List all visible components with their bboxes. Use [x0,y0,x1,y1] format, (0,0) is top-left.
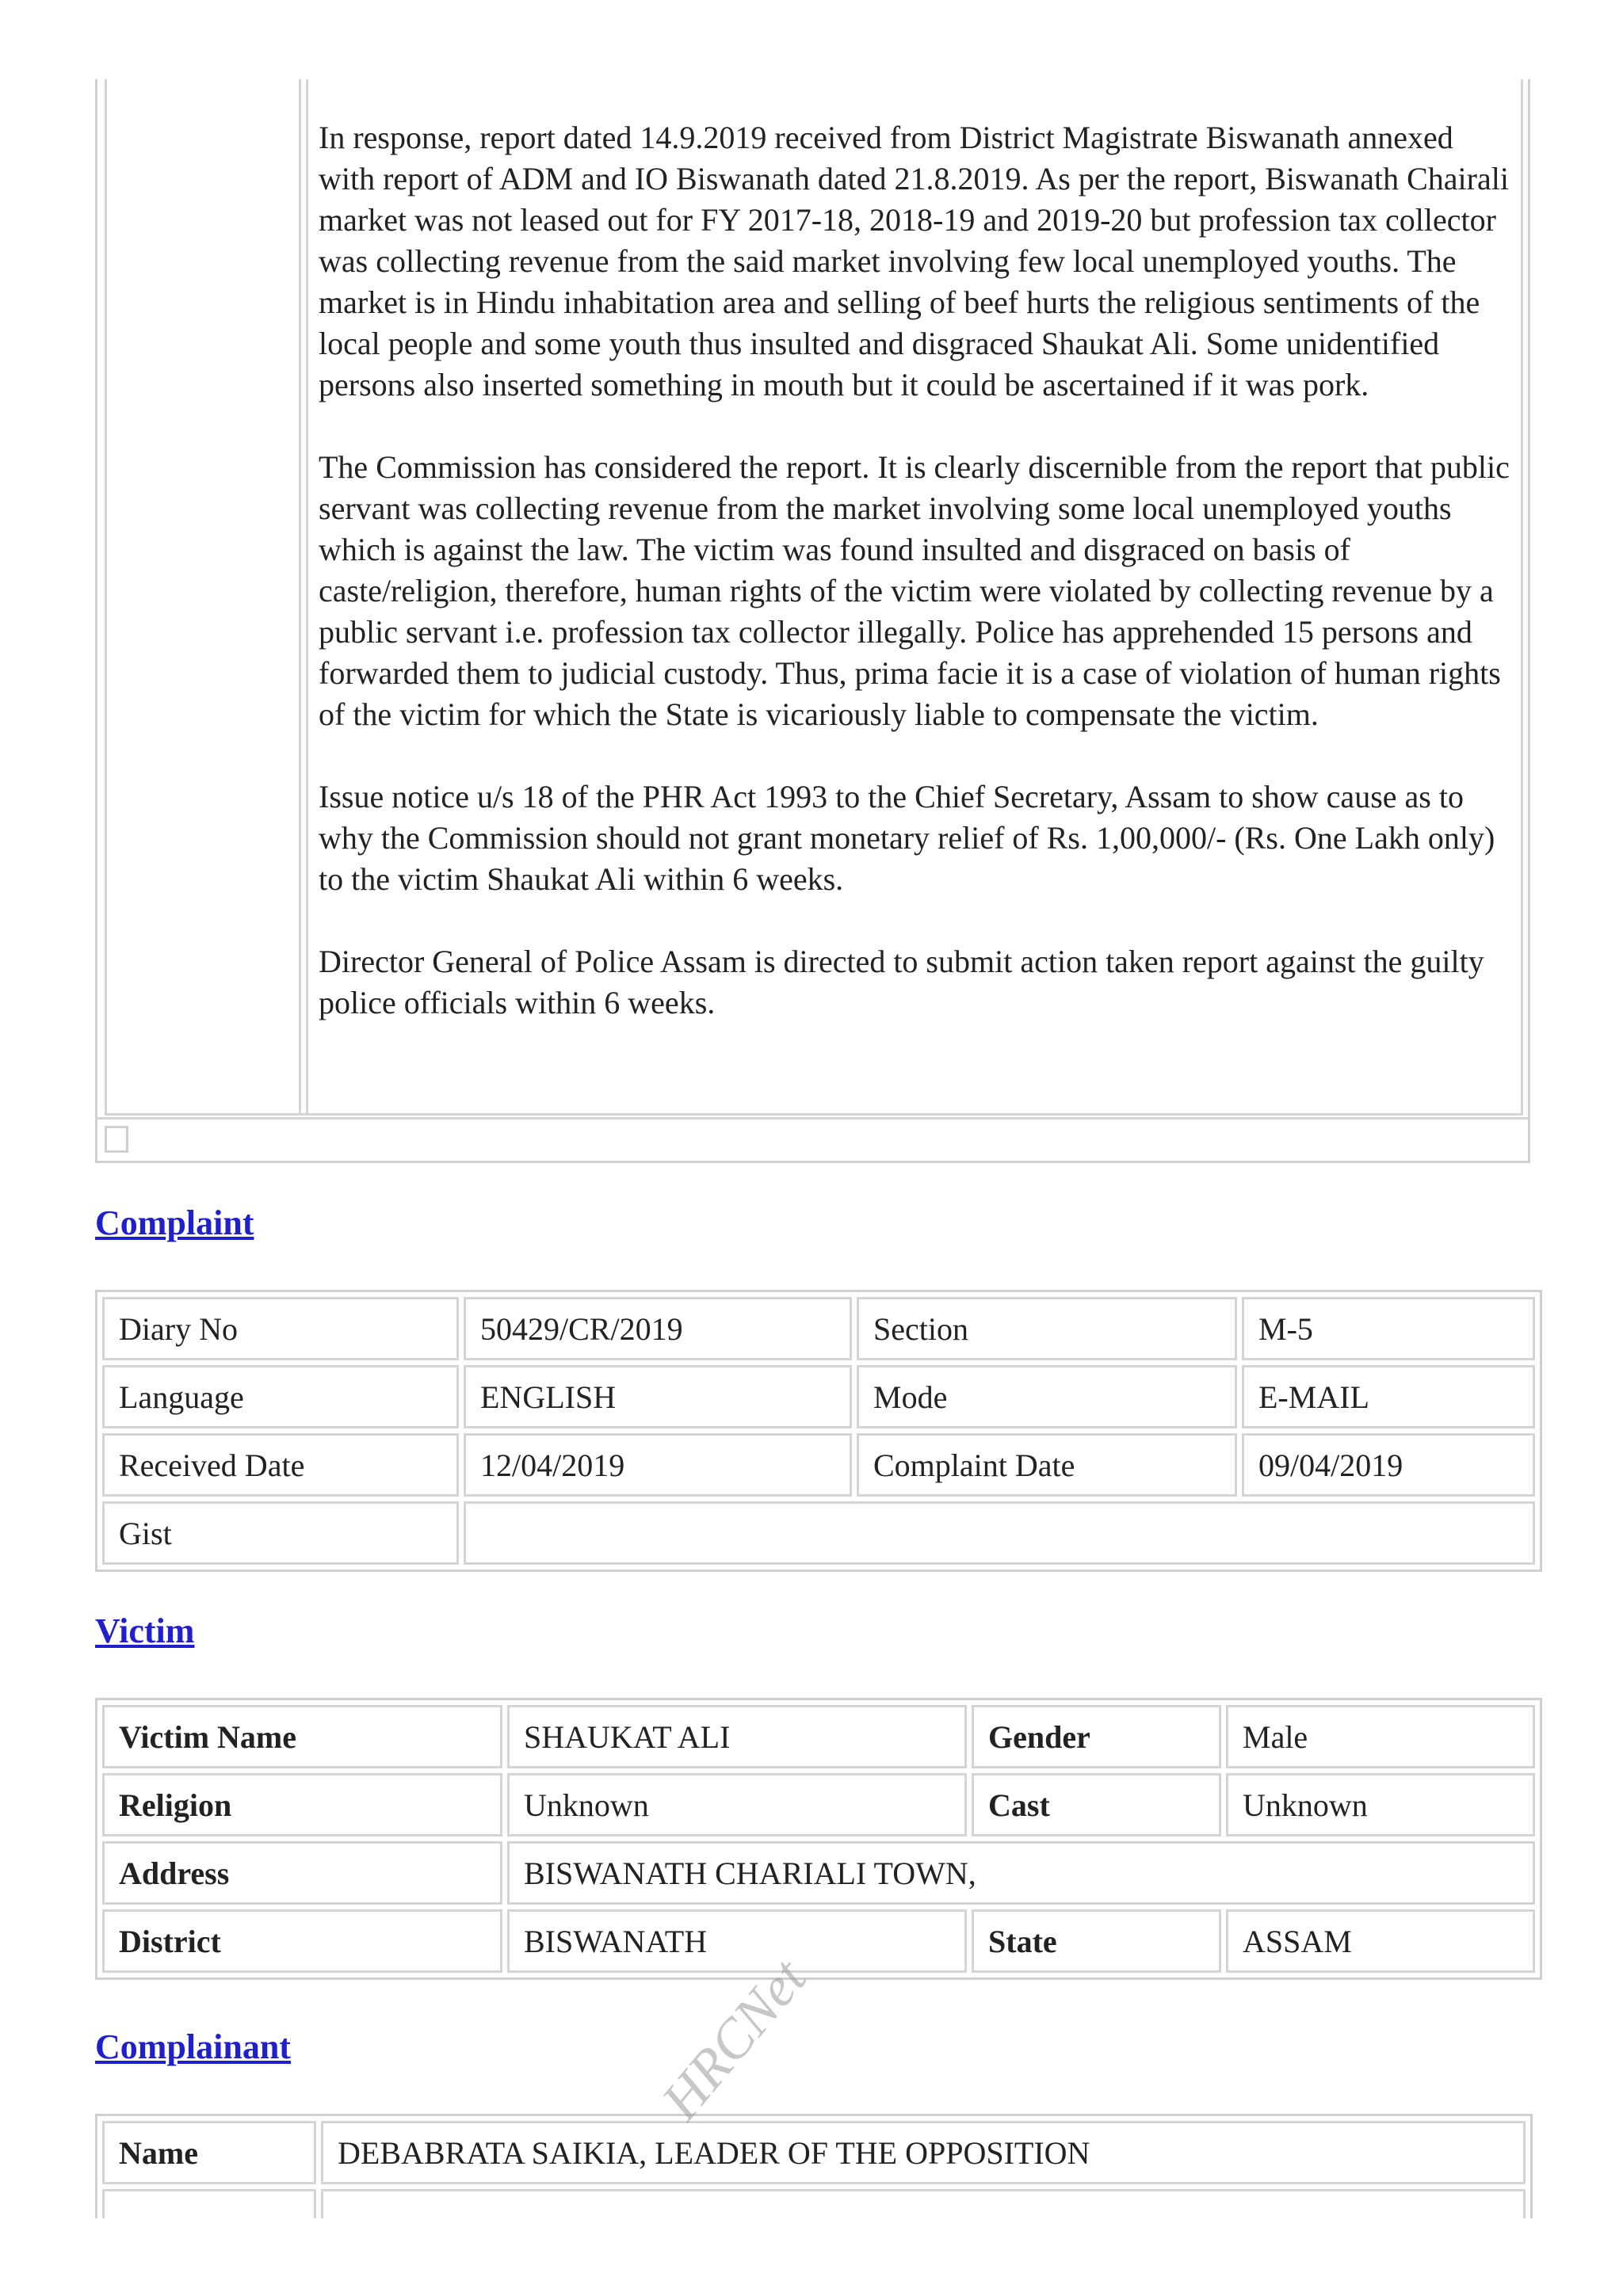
religion-label: Religion [102,1773,502,1836]
religion-value: Unknown [507,1773,967,1836]
mode-label: Mode [857,1365,1237,1428]
state-label: State [972,1909,1221,1973]
gist-value [464,1501,1535,1565]
district-label: District [102,1909,502,1973]
gender-label: Gender [972,1705,1221,1768]
mode-value: E-MAIL [1242,1365,1535,1428]
table-row [102,1841,1535,1905]
table-row [102,1297,1535,1360]
state-value: ASSAM [1226,1909,1535,1973]
victim-table [95,1698,1542,1980]
order-paragraph-4: Director General of Police Assam is directed to submit action taken report against the guilty police officials within 6 weeks. [319,944,1484,1020]
complainant-name-label: Name [102,2121,316,2184]
empty-checkbox [105,1126,128,1153]
table-row [102,1365,1535,1428]
victim-name-label: Victim Name [102,1705,502,1768]
victim-name-value: SHAUKAT ALI [507,1705,967,1768]
complaint-table [95,1290,1542,1572]
section-value: M-5 [1242,1297,1535,1360]
address-value: BISWANATH CHARIALI TOWN, [507,1841,1535,1905]
cast-value: Unknown [1226,1773,1535,1836]
complainant-name-value: DEBABRATA SAIKIA, LEADER OF THE OPPOSITION [321,2121,1526,2184]
complaint-date-value: 09/04/2019 [1242,1433,1535,1497]
order-paragraph-1: In response, report dated 14.9.2019 received from District Magistrate Biswanath annexed with report of ADM and IO Biswanath dated 21.8.2019. As per the report, Biswanath Chairali market was not leased out for FY 2017-18, 2018-19 and 2019-20 but profession tax collector was collecting revenue from the said market involving few local unemployed youths. The market is in Hindu inhabitation area and selling of beef hurts the religious sentiments of the local people and some youth thus insulted and disgraced Shaukat Ali. Some unidentified persons also inserted something in mouth but it could be ascertained if it was pork. [319,120,1509,402]
complaint-heading-link[interactable]: Complaint [95,1203,254,1242]
table-row [102,1433,1535,1497]
order-paragraph-2: The Commission has considered the report. It is clearly discernible from the report that public servant was collecting revenue from the market involving some local unemployed youths which is against the law. The victim was found insulted and disgraced on basis of caste/religion, therefore, human rights of the victim were violated by collecting revenue by a public servant i.e. profession tax collector illegally. Police has apprehended 15 persons and forwarded them to judicial custody. Thus, prima facie it is a case of violation of human rights of the victim for which the State is vicariously liable to compensate the victim. [319,449,1510,732]
table-row [102,1501,1535,1565]
diary-no-value: 50429/CR/2019 [464,1297,852,1360]
complaint-date-label: Complaint Date [857,1433,1237,1497]
order-paragraph-3: Issue notice u/s 18 of the PHR Act 1993 to the Chief Secretary, Assam to show cause as to why the Commission should not grant monetary relief of Rs. 1,00,000/- (Rs. One Lakh only) to the victim Shaukat Ali within 6 weeks. [319,779,1495,897]
diary-no-label: Diary No [102,1297,459,1360]
section-label: Section [857,1297,1237,1360]
order-table-bottom-row [95,1117,1530,1163]
language-value: ENGLISH [464,1365,852,1428]
watermark: HRCNet [650,1947,819,2132]
language-label: Language [102,1365,459,1428]
address-label: Address [102,1841,502,1905]
district-value: BISWANATH [507,1909,967,1973]
received-date-label: Received Date [102,1433,459,1497]
cast-label: Cast [972,1773,1221,1836]
received-date-value: 12/04/2019 [464,1433,852,1497]
gist-label: Gist [102,1501,459,1565]
victim-heading-link[interactable]: Victim [95,1611,195,1650]
table-row [102,1705,1535,1768]
page-bottom-margin [0,2218,1623,2296]
table-row [102,2121,1526,2184]
order-text [319,117,1515,1024]
gender-value: Male [1226,1705,1535,1768]
table-row [102,1909,1535,1973]
complainant-heading-link[interactable]: Complainant [95,2027,291,2066]
order-table-left-cell [107,79,301,1113]
table-row [102,1773,1535,1836]
